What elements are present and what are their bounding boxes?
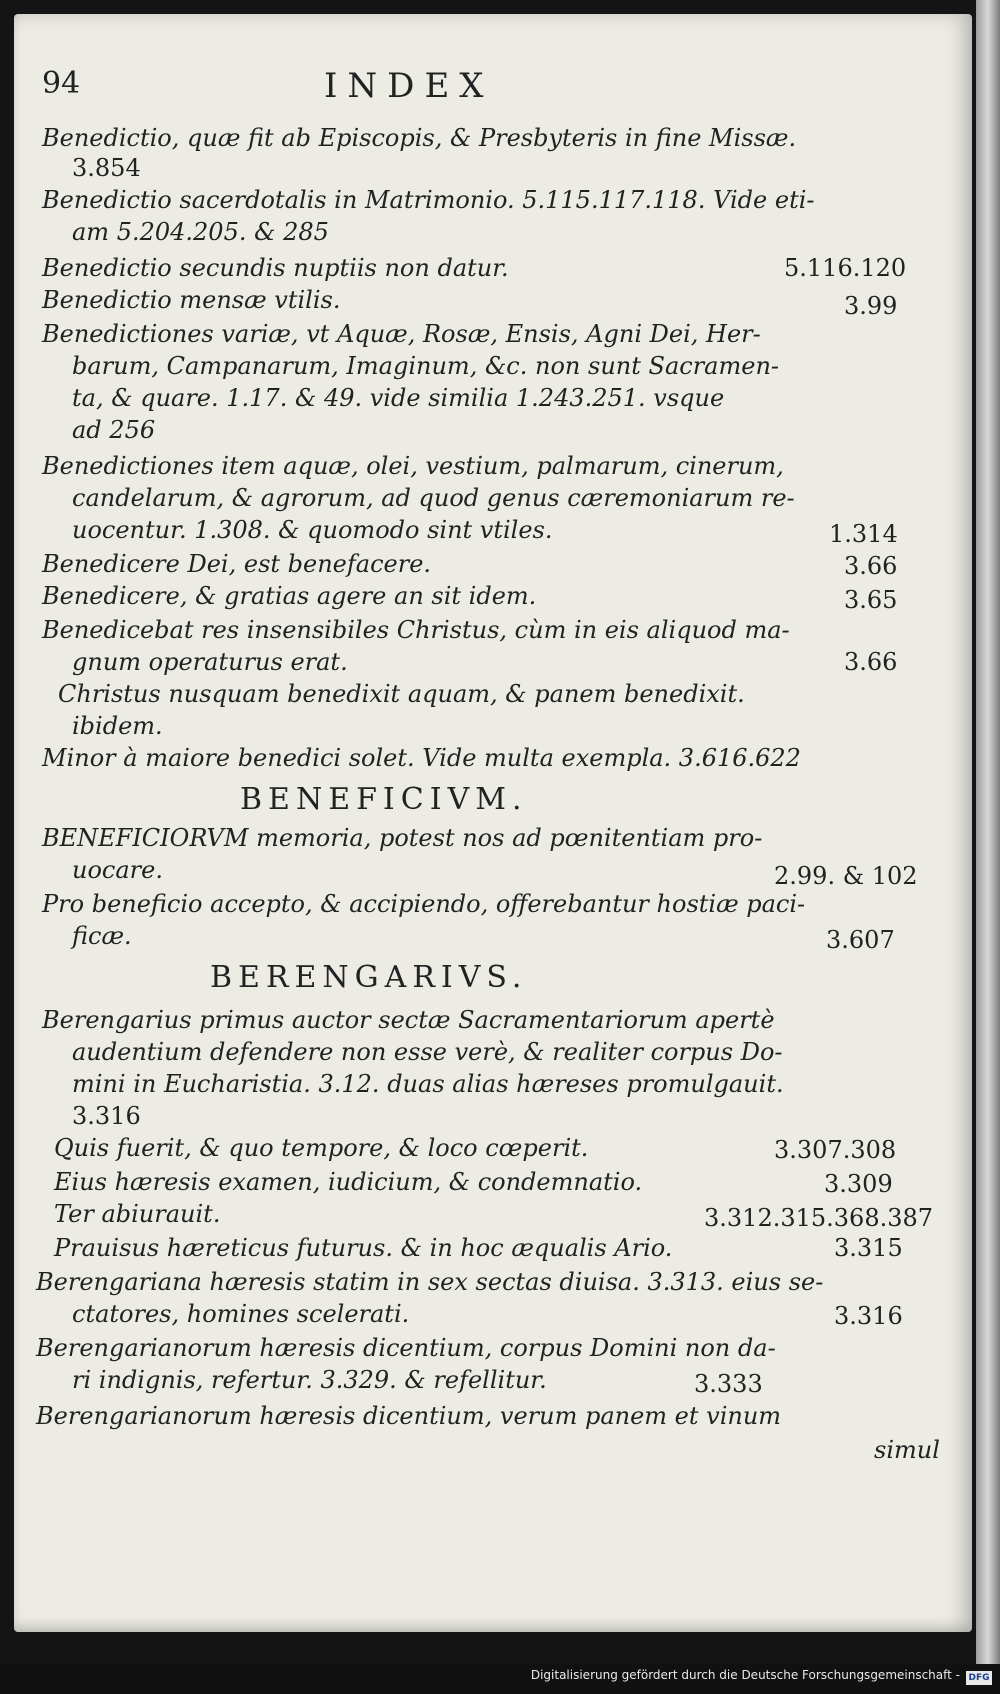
index-line: Ter abiurauit.: [54, 1200, 221, 1228]
footer-credit: Digitalisierung gefördert durch die Deutsche Forschungsgemeinschaft -: [530, 1668, 960, 1682]
index-line: BENEFICIORVM memoria, potest nos ad pœnitentiam pro-: [42, 824, 763, 852]
index-line: Benedicebat res insensibiles Christus, cùm in eis aliquod ma-: [42, 616, 790, 644]
page-ref: 3.316: [72, 1102, 141, 1130]
section-heading: BERENGARIVS.: [210, 960, 528, 995]
page-ref: 3.607: [826, 926, 895, 954]
page-ref: 3.333: [694, 1370, 763, 1398]
index-line: Berengarianorum hæresis dicentium, corpus Domini non da-: [36, 1334, 776, 1362]
page-ref: 3.66: [844, 552, 898, 580]
index-line: Benedictio, quæ fit ab Episcopis, & Presbyteris in fine Missæ.: [42, 124, 797, 152]
index-line: uocentur. 1.308. & quomodo sint vtiles.: [72, 516, 553, 544]
index-line: Prauisus hæreticus futurus. & in hoc æqualis Ario.: [54, 1234, 673, 1262]
index-line: ficæ.: [72, 922, 132, 950]
page-ref: 3.312.315.368.387: [704, 1204, 934, 1232]
page-ref: 1.314: [829, 520, 898, 548]
index-line: Minor à maiore benedici solet. Vide multa exempla. 3.616.622: [42, 744, 801, 772]
index-line: barum, Campanarum, Imaginum, &c. non sunt Sacramen-: [72, 352, 780, 380]
index-line: gnum operaturus erat.: [72, 648, 348, 676]
page-ref: 3.99: [844, 292, 898, 320]
index-line: ibidem.: [72, 712, 163, 740]
index-line: Eius hæresis examen, iudicium, & condemnatio.: [54, 1168, 643, 1196]
index-line: 3.854: [72, 154, 141, 182]
page-number: 94: [42, 66, 81, 101]
dfg-logo: DFG: [966, 1671, 992, 1685]
book-page: [14, 14, 972, 1632]
index-line: am 5.204.205. & 285: [72, 218, 329, 246]
index-line: Berengarianorum hæresis dicentium, verum panem et vinum: [36, 1402, 782, 1430]
index-line: Christus nusquam benedixit aquam, & panem benedixit.: [58, 680, 745, 708]
index-line: ctatores, homines scelerati.: [72, 1300, 410, 1328]
index-line: ad 256: [72, 416, 156, 444]
index-line: Benedictiones item aquæ, olei, vestium, palmarum, cinerum,: [42, 452, 784, 480]
index-line: ri indignis, refertur. 3.329. & refellitur.: [72, 1366, 547, 1394]
index-line: Benedictiones variæ, vt Aquæ, Rosæ, Ensis, Agni Dei, Her-: [42, 320, 761, 348]
index-line: ta, & quare. 1.17. & 49. vide similia 1.243.251. vsque: [72, 384, 725, 412]
index-line: Berengariana hæresis statim in sex sectas diuisa. 3.313. eius se-: [36, 1268, 824, 1296]
page-ref: 3.307.308: [774, 1136, 897, 1164]
index-line: mini in Eucharistia. 3.12. duas alias hæreses promulgauit.: [72, 1070, 784, 1098]
page-ref: 2.99. & 102: [774, 862, 918, 890]
index-line: uocare.: [72, 856, 163, 884]
index-line: Benedictio sacerdotalis in Matrimonio. 5.115.117.118. Vide eti-: [42, 186, 815, 214]
section-heading: BENEFICIVM.: [240, 782, 528, 817]
index-line: Quis fuerit, & quo tempore, & loco cœperit.: [54, 1134, 589, 1162]
page-ref: 3.309: [824, 1170, 893, 1198]
page-ref: 3.66: [844, 648, 898, 676]
footer-bar: [0, 1664, 1000, 1694]
catchword: simul: [874, 1436, 940, 1464]
page-ref: 5.116.120: [784, 254, 907, 282]
index-line: Berengarius primus auctor sectæ Sacramentariorum apertè: [42, 1006, 775, 1034]
index-line: audentium defendere non esse verè, & realiter corpus Do-: [72, 1038, 783, 1066]
page-ref: 3.315: [834, 1234, 903, 1262]
page-ref: 3.316: [834, 1302, 903, 1330]
page-title: INDEX: [324, 66, 494, 106]
index-line: Benedicere, & gratias agere an sit idem.: [42, 582, 537, 610]
index-line: Benedictio secundis nuptiis non datur.: [42, 254, 509, 282]
book-spine: [976, 0, 1000, 1694]
page-ref: 3.65: [844, 586, 898, 614]
index-line: Benedicere Dei, est benefacere.: [42, 550, 432, 578]
index-line: Pro beneficio accepto, & accipiendo, offerebantur hostiæ paci-: [42, 890, 806, 918]
index-line: Benedictio mensæ vtilis.: [42, 286, 341, 314]
index-line: candelarum, & agrorum, ad quod genus cæremoniarum re-: [72, 484, 795, 512]
